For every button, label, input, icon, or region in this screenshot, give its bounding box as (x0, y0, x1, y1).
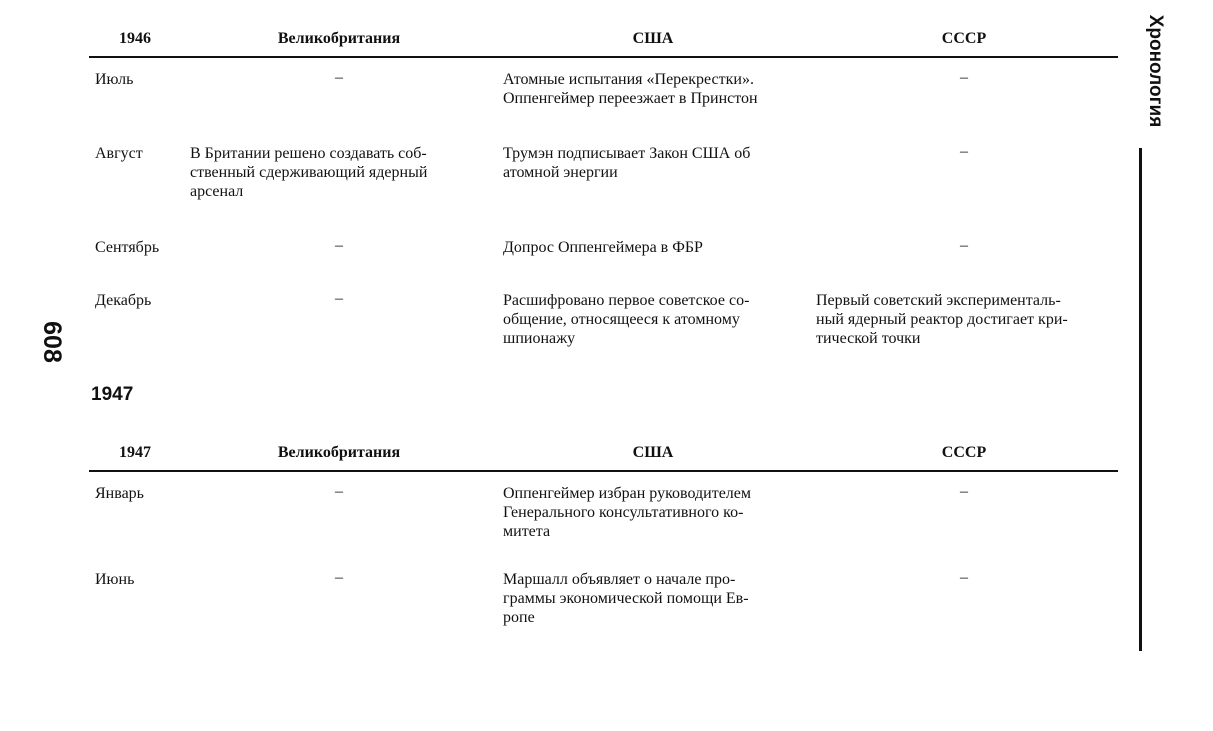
header-uk: Великобритания (277, 444, 401, 461)
ussr-cell (864, 236, 1064, 255)
side-rule (1139, 148, 1142, 651)
ussr-cell (816, 291, 1116, 348)
uk-cell (190, 144, 480, 201)
cell-line: – (960, 237, 968, 254)
cell-line: Маршалл объявляет о начале про- (503, 571, 736, 588)
timeline-table-1946 (89, 26, 1118, 349)
ussr-cell (864, 68, 1064, 87)
cell-line: Допрос Оппенгеймера в ФБР (503, 239, 703, 256)
us-cell (503, 70, 803, 108)
header-ussr: СССР (941, 444, 987, 461)
cell-line: атомной энергии (503, 164, 618, 181)
page-number: 608 (38, 321, 66, 363)
header-us: США (632, 444, 674, 461)
uk-cell (239, 568, 439, 587)
cell-line: – (335, 237, 343, 254)
cell-line: Оппенгеймер переезжает в Принстон (503, 90, 758, 107)
uk-cell (239, 68, 439, 87)
cell-line: шпионажу (503, 330, 576, 347)
month-cell: Июль (95, 71, 134, 88)
cell-line: Расшифровано первое советское со- (503, 292, 750, 309)
cell-line: ственный сдерживающий ядерный (190, 164, 428, 181)
month-cell: Январь (95, 485, 144, 502)
cell-line: – (335, 290, 343, 307)
ussr-cell (864, 568, 1064, 587)
cell-line: общение, относящееся к атомному (503, 311, 740, 328)
cell-line: ропе (503, 609, 535, 626)
us-cell (503, 144, 803, 182)
cell-line: – (960, 143, 968, 160)
cell-line: В Британии решено создавать соб- (190, 145, 427, 162)
header-us: США (632, 30, 674, 47)
cell-line: тической точки (816, 330, 921, 347)
cell-line: – (335, 69, 343, 86)
us-cell (503, 570, 803, 627)
month-cell: Июнь (95, 571, 135, 588)
cell-line: граммы экономической помощи Ев- (503, 590, 749, 607)
section-heading-1947: 1947 (91, 384, 134, 405)
uk-cell (239, 289, 439, 308)
table-header (89, 440, 1118, 472)
cell-line: Атомные испытания «Перекрестки». (503, 71, 754, 88)
cell-line: Генерального консультативного ко- (503, 504, 744, 521)
cell-line: – (335, 569, 343, 586)
ussr-cell (864, 482, 1064, 501)
header-year: 1946 (119, 30, 151, 47)
us-cell (503, 291, 803, 348)
cell-line: митета (503, 523, 551, 540)
cell-line: – (960, 483, 968, 500)
header-year: 1947 (119, 444, 151, 461)
header-uk: Великобритания (277, 30, 401, 47)
cell-line: ный ядерный реактор достигает кри- (816, 311, 1068, 328)
cell-line: – (335, 483, 343, 500)
table-row (89, 472, 1118, 558)
uk-cell (239, 482, 439, 501)
cell-line: Трумэн подписывает Закон США об (503, 145, 751, 162)
cell-line: – (960, 569, 968, 586)
uk-cell (239, 236, 439, 255)
header-ussr: СССР (941, 30, 987, 47)
us-cell (503, 484, 803, 541)
cell-line: Первый советский эксперименталь- (816, 292, 1061, 309)
cell-line: арсенал (190, 183, 244, 200)
table-row (89, 279, 1118, 349)
month-cell: Сентябрь (95, 239, 160, 256)
cell-line: Оппенгеймер избран руководителем (503, 485, 752, 502)
timeline-table-1947 (89, 440, 1118, 638)
table-row (89, 226, 1118, 279)
table-header (89, 26, 1118, 58)
table-row (89, 58, 1118, 132)
running-head: Хронология (1145, 14, 1166, 128)
us-cell (503, 238, 803, 257)
table-row (89, 132, 1118, 226)
cell-line: – (960, 69, 968, 86)
ussr-cell (864, 142, 1064, 161)
table-row (89, 558, 1118, 638)
month-cell: Август (95, 145, 143, 162)
month-cell: Декабрь (95, 292, 152, 309)
